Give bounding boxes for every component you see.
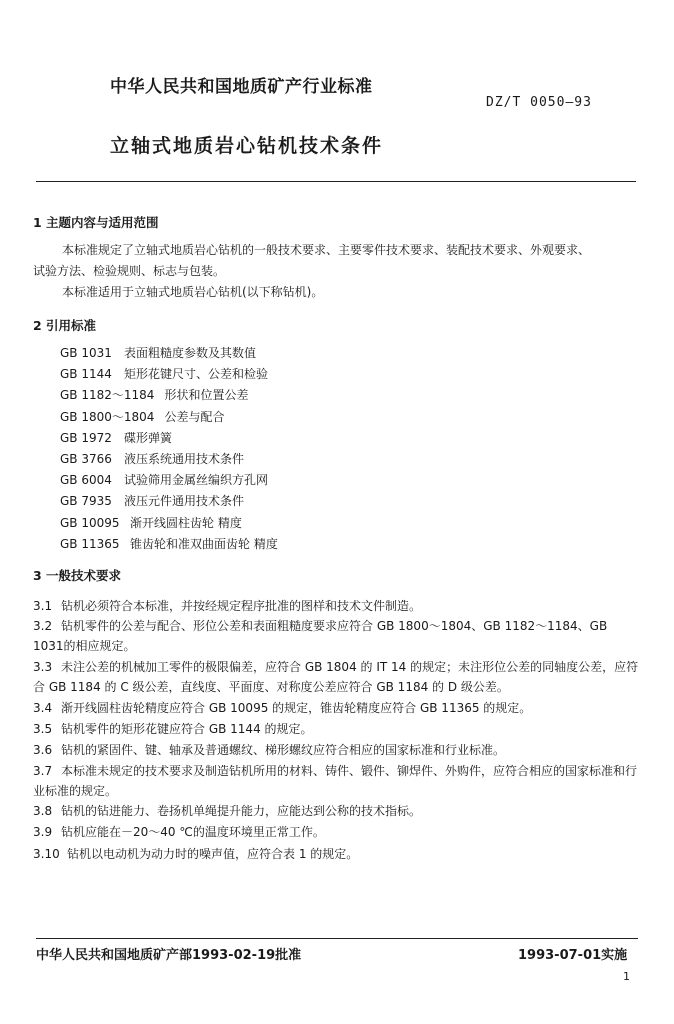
clause-number: 3.1 <box>33 599 53 613</box>
clause-number: 3.10 <box>33 847 60 861</box>
reference-item <box>60 470 278 491</box>
section-1-para-1-line-1: 本标准规定了立轴式地质岩心钻机的一般技术要求、主要零件技术要求、装配技术要求、外观要求、 <box>62 243 591 257</box>
clause-3-7 <box>33 761 641 801</box>
footer-rule <box>36 938 638 939</box>
reference-code: GB 1800～1804 <box>60 409 155 424</box>
section-2-heading: 2 引用标准 <box>33 318 97 333</box>
reference-item <box>60 534 278 555</box>
document-title: 立轴式地质岩心钻机技术条件 <box>110 135 384 157</box>
section-3-heading: 3 一般技术要求 <box>33 568 122 583</box>
clause-number: 3.7 <box>33 764 53 778</box>
clause-3-5 <box>33 719 641 739</box>
reference-title: 公差与配合 <box>164 409 225 424</box>
section-1-para-1-line-2: 试验方法、检验规则、标志与包装。 <box>33 264 226 278</box>
standard-issuer: 中华人民共和国地质矿产行业标准 <box>110 77 373 97</box>
reference-title: 表面粗糙度参数及其数值 <box>124 346 257 360</box>
reference-item <box>60 343 278 364</box>
reference-item <box>60 491 278 512</box>
clause-text: 渐开线圆柱齿轮精度应符合 GB 10095 的规定，锥齿轮精度应符合 GB 11365 的规定。 <box>61 701 532 715</box>
clause-3-8 <box>33 801 641 821</box>
clause-text: 钻机零件的矩形花键应符合 GB 1144 的规定。 <box>61 722 313 736</box>
clause-text: 未注公差的机械加工零件的极限偏差，应符合 GB 1804 的 IT 14 的规定；未注形位公差的同轴度公差，应符合 GB 1184 的 C 级公差，直线度、平面度、对称度公差应符合 GB 1184 的 D 级公差。 <box>33 660 639 694</box>
standard-code: DZ/T 0050—93 <box>486 95 592 110</box>
page-number: 1 <box>623 970 630 983</box>
clause-number: 3.6 <box>33 743 53 757</box>
clause-3-6 <box>33 740 641 760</box>
reference-title: 锥齿轮和准双曲面齿轮 精度 <box>130 536 278 551</box>
reference-item <box>60 513 278 534</box>
clause-number: 3.8 <box>33 804 53 818</box>
reference-item <box>60 364 278 385</box>
clause-text: 钻机必须符合本标准，并按经规定程序批准的图样和技术文件制造。 <box>61 599 422 613</box>
reference-list <box>60 343 278 555</box>
effective-date: 1993-07-01实施 <box>518 948 628 963</box>
reference-code: GB 11365 <box>60 536 120 551</box>
reference-code: GB 1031 <box>60 346 112 360</box>
clause-text: 本标准未规定的技术要求及制造钻机所用的材料、铸件、锻件、铆焊件、外购件，应符合相应的国家标准和行业标准的规定。 <box>33 764 638 798</box>
clause-number: 3.5 <box>33 722 53 736</box>
clause-3-9 <box>33 822 641 842</box>
clause-text: 钻机应能在－20～40 ℃的温度环境里正常工作。 <box>61 825 325 839</box>
reference-code: GB 1144 <box>60 367 112 382</box>
reference-item <box>60 449 278 470</box>
clause-number: 3.2 <box>33 619 53 633</box>
section-1-para-2: 本标准适用于立轴式地质岩心钻机(以下称钻机)。 <box>62 285 324 299</box>
clause-text: 钻机以电动机为动力时的噪声值，应符合表 1 的规定。 <box>67 847 359 861</box>
clause-3-1 <box>33 596 641 616</box>
clause-3-10 <box>33 844 641 864</box>
reference-code: GB 1182～1184 <box>60 388 155 403</box>
clause-text: 钻机的钻进能力、卷扬机单绳提升能力，应能达到公称的技术指标。 <box>61 804 422 818</box>
clause-number: 3.3 <box>33 660 53 674</box>
reference-title: 渐开线圆柱齿轮 精度 <box>130 515 242 530</box>
reference-item <box>60 407 278 428</box>
reference-code: GB 1972 <box>60 430 112 445</box>
clause-text: 钻机的紧固件、键、轴承及普通螺纹、梯形螺纹应符合相应的国家标准和行业标准。 <box>61 743 506 757</box>
clause-3-2 <box>33 616 641 656</box>
clause-3-3 <box>33 657 641 697</box>
reference-title: 形状和位置公差 <box>164 388 249 403</box>
clause-number: 3.4 <box>33 701 53 715</box>
reference-code: GB 10095 <box>60 515 120 530</box>
reference-title: 试验筛用金属丝编织方孔网 <box>124 473 269 488</box>
reference-title: 矩形花键尺寸、公差和检验 <box>124 367 269 382</box>
reference-item <box>60 428 278 449</box>
section-1-heading: 1 主题内容与适用范围 <box>33 215 159 230</box>
approval-statement: 中华人民共和国地质矿产部1993-02-19批准 <box>36 948 302 963</box>
clause-text: 钻机零件的公差与配合、形位公差和表面粗糙度要求应符合 GB 1800～1804、GB 1182～1184、GB 1031的相应规定。 <box>33 619 608 653</box>
clause-number: 3.9 <box>33 825 53 839</box>
header-rule <box>36 181 636 182</box>
reference-item <box>60 385 278 406</box>
reference-title: 碟形弹簧 <box>124 430 173 445</box>
clause-3-4 <box>33 698 641 718</box>
reference-code: GB 7935 <box>60 494 112 509</box>
reference-title: 液压元件通用技术条件 <box>124 494 245 509</box>
reference-code: GB 6004 <box>60 473 112 488</box>
reference-code: GB 3766 <box>60 451 112 466</box>
reference-title: 液压系统通用技术条件 <box>124 451 245 466</box>
